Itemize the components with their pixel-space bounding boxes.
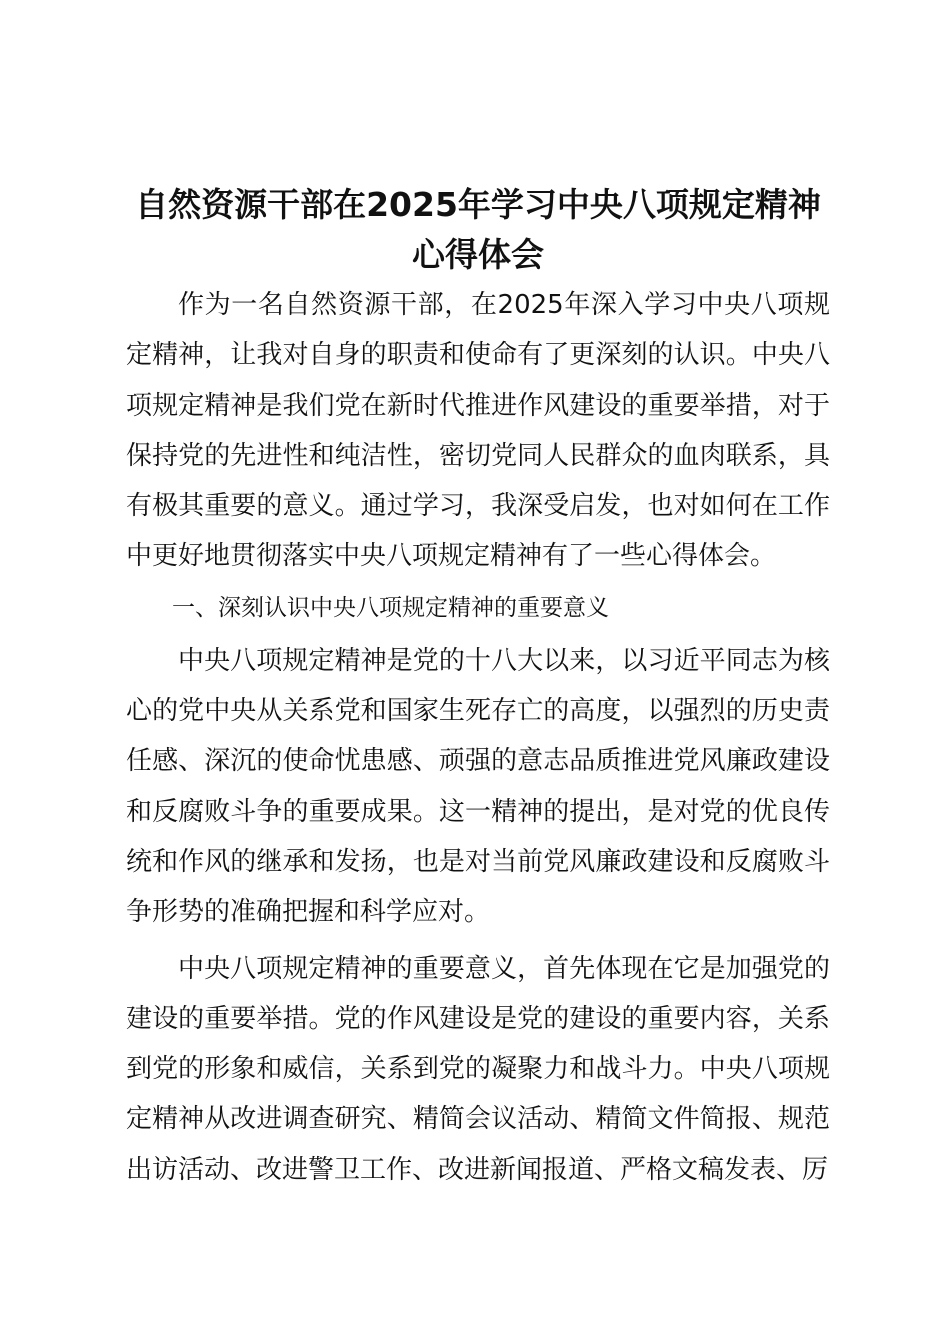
intro-paragraph: 作为一名自然资源干部，在2025年深入学习中央八项规定精神，让我对自身的职责和使命有了更深刻的认识。中央八项规定精神是我们党在新时代推进作风建设的重要举措，对于保持党的先进性和纯洁性，密切党同人民群众的血肉联系，具有极其重要的意义。通过学习，我深受启发，也对如何在工作中更好地贯彻落实中央八项规定精神有了一些心得体会。 [126,290,830,572]
document-title: 自然资源干部在2025年学习中央八项规定精神心得体会 [135,185,821,274]
section-heading: 一、深刻认识中央八项规定精神的重要意义 [172,594,609,621]
section-paragraph-1: 中央八项规定精神是党的十八大以来，以习近平同志为核心的党中央从关系党和国家生死存亡的高度，以强烈的历史责任感、深沉的使命忧患感、顽强的意志品质推进党风廉政建设和反腐败斗争的重要成果。这一精神的提出，是对党的优良传统和作风的继承和发扬，也是对当前党风廉政建设和反腐败斗争形势的准确把握和科学应对。 [126,645,830,928]
document-body [126,280,830,1195]
section-paragraph-2: 中央八项规定精神的重要意义，首先体现在它是加强党的建设的重要举措。党的作风建设是党的建设的重要内容，关系到党的形象和威信，关系到党的凝聚力和战斗力。中央八项规定精神从改进调查研究、精简会议活动、精简文件简报、规范出访活动、改进警卫工作、改进新闻报道、严格文稿发表、厉 [126,953,830,1185]
